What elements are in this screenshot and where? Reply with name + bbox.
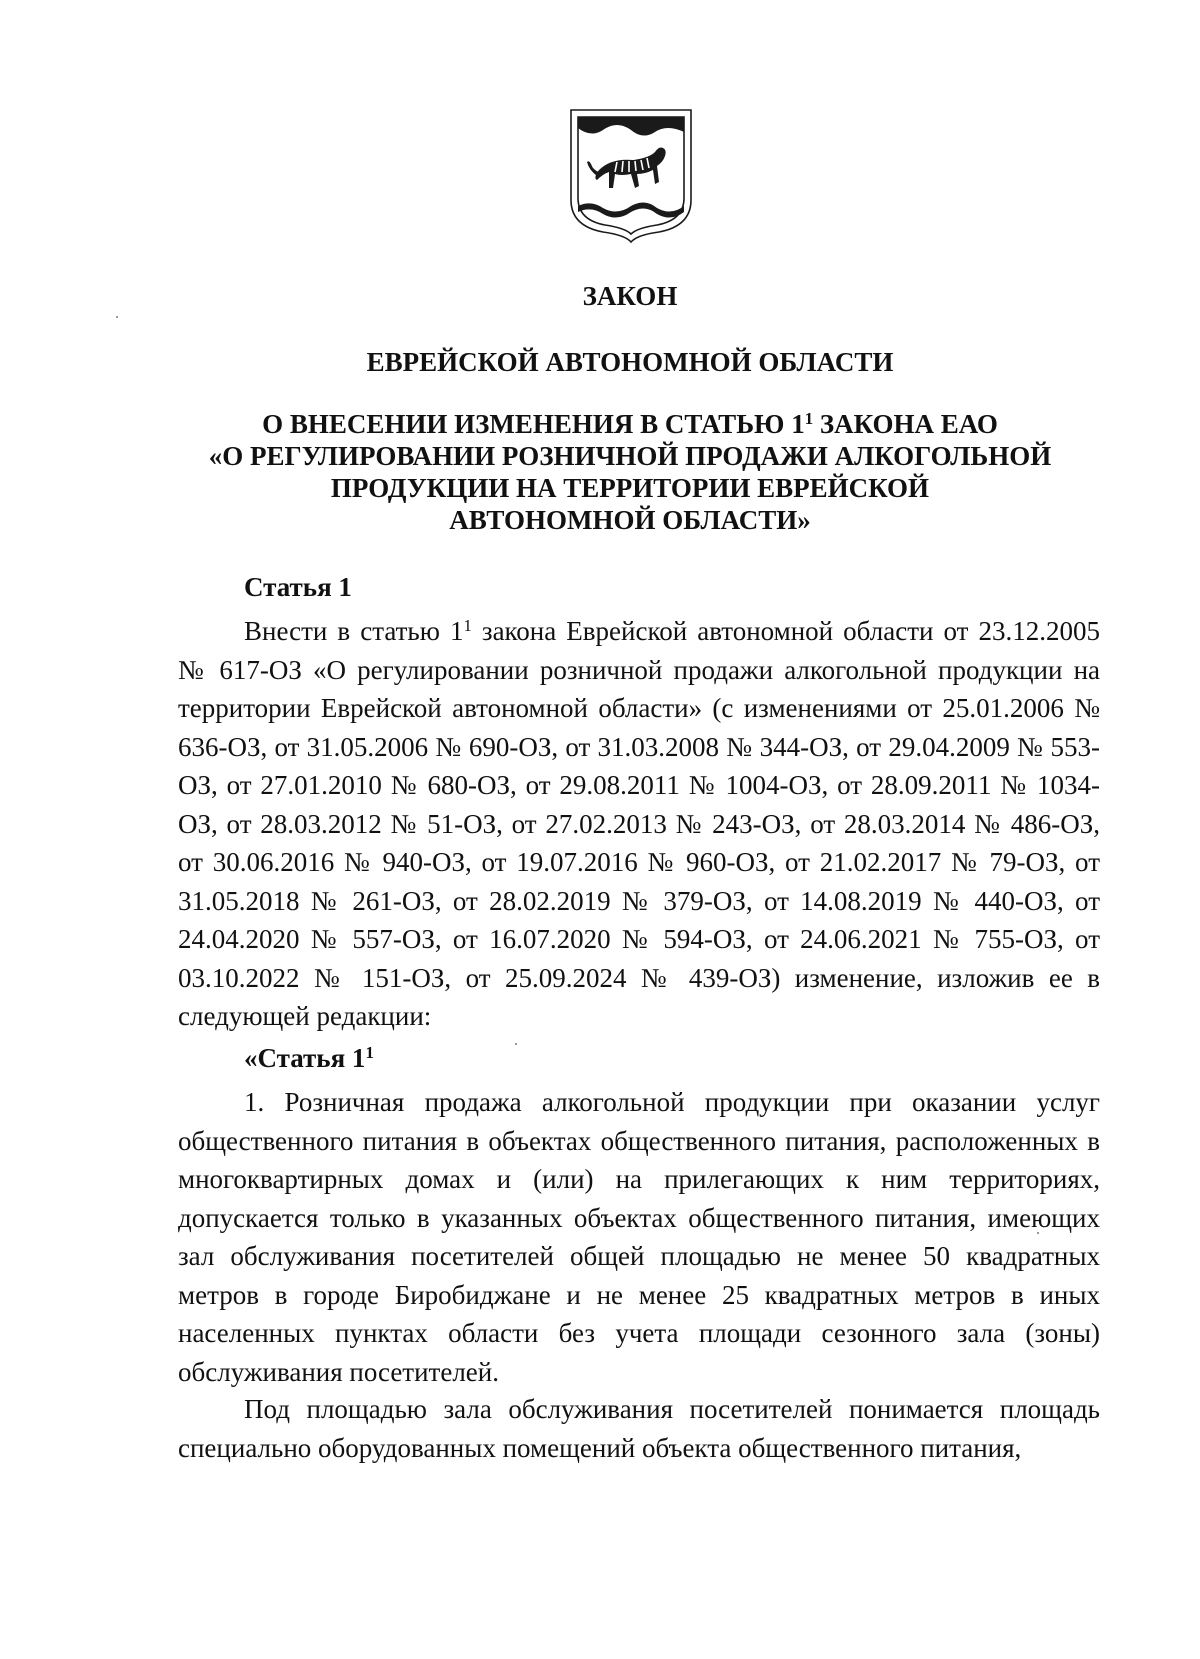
article-1-heading: Статья 1 (244, 572, 352, 602)
law-main-title-line: АВТОНОМНОЙ ОБЛАСТИ» (449, 505, 811, 535)
law-main-title-line: О ВНЕСЕНИИ ИЗМЕНЕНИЯ В СТАТЬЮ $1^1$ ЗАКОНА ЕАО (262, 408, 998, 439)
law-main-title (150, 408, 1110, 536)
article-1-1-heading: «Статья $1^1$ (244, 1042, 374, 1073)
issuing-region-title: ЕВРЕЙСКОЙ АВТОНОМНОЙ ОБЛАСТИ (366, 347, 894, 377)
law-main-title-line: «О РЕГУЛИРОВАНИИ РОЗНИЧНОЙ ПРОДАЖИ АЛКОГОЛЬНОЙ (208, 441, 1052, 471)
article-1-1-definition: Под площадью зала обслуживания посетителей понимается площадь специально оборудованных помещений объекта общественного питания, (178, 1394, 1100, 1463)
tiger-coat-of-arms-icon (567, 108, 695, 244)
document-type-title: ЗАКОН (582, 281, 678, 311)
law-main-title-line: ПРОДУКЦИИ НА ТЕРРИТОРИИ ЕВРЕЙСКОЙ (330, 473, 930, 503)
article-1-text: Внести в статью $1^1$ закона Еврейской автономной области от 23.12.2005 № 617-ОЗ «О регулировании розничной продажи алкогольной продукции на территории Еврейской автономной области» (с изменениями от 25.01.2006 № 636-ОЗ, от 31.05.2006 № 690-ОЗ, от 31.03.2008 № 344-ОЗ, от 29.04.2009 № 553-ОЗ, от 27.01.2010 № 680-ОЗ, от 29.08.2011 № 1004-ОЗ, от 28.09.2011 № 1034-ОЗ, от 28.03.2012 № 51-ОЗ, от 27.02.2013 № 243-ОЗ, от 28.03.2014 № 486-ОЗ, от 30.06.2016 № 940-ОЗ, от 19.07.2016 № 960-ОЗ, от 21.02.2017 № 79-ОЗ, от 31.05.2018 № 261-ОЗ, от 28.02.2019 № 379-ОЗ, от 14.08.2019 № 440-ОЗ, от 24.04.2020 № 557-ОЗ, от 16.07.2020 № 594-ОЗ, от 24.06.2021 № 755-ОЗ, от 03.10.2022 № 151-ОЗ, от 25.09.2024 № 439-ОЗ) изменение, изложив ее в следующей редакции: (178, 615, 1101, 1031)
article-1-1-point-1: 1. Розничная продажа алкогольной продукции при оказании услуг общественного питания в объектах общественного питания, расположенных в многоквартирных домах и (или) на прилегающих к ним территориях, допускается только в указанных объектах общественного питания, имеющих зал обслуживания посетителей общей площадью не менее 50 квадратных метров в городе Биробиджане и не менее 25 квадратных метров в иных населенных пунктах области без учета площади сезонного зала (зоны) обслуживания посетителей. (178, 1087, 1100, 1387)
